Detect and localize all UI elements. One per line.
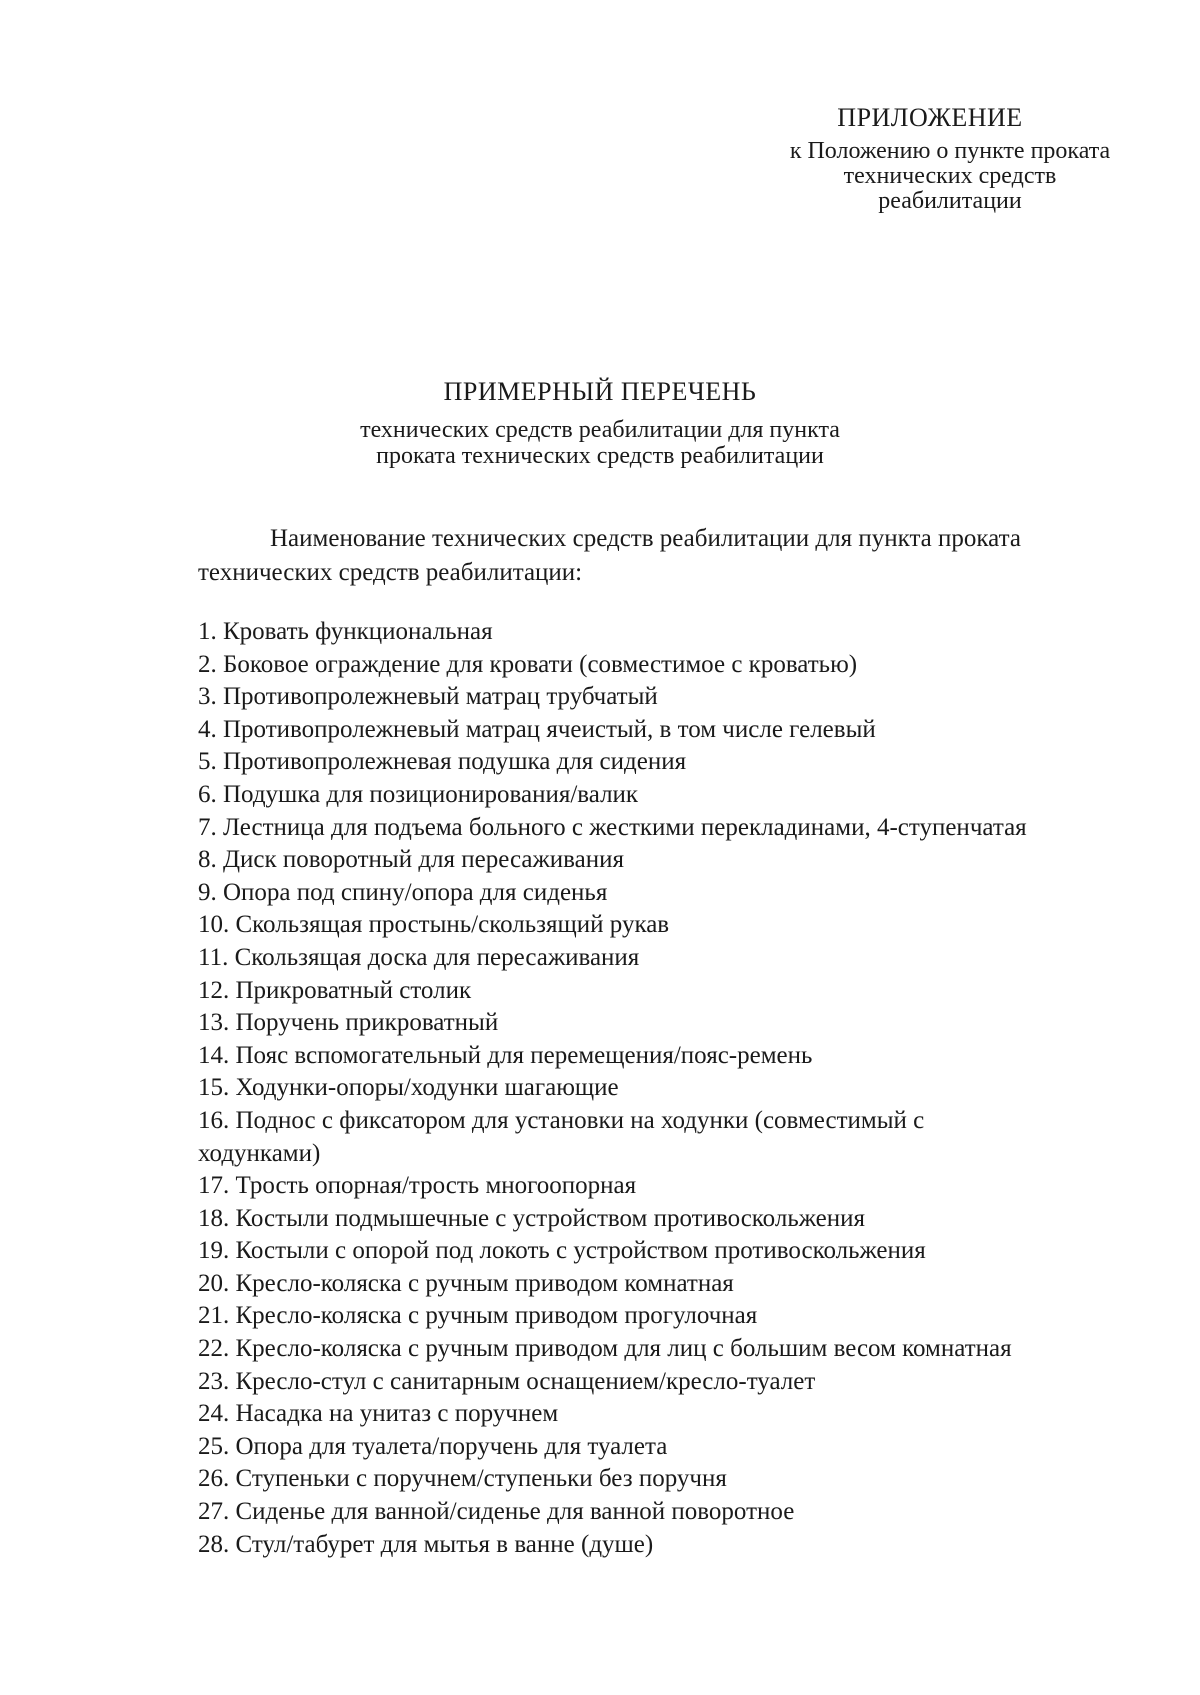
list-item: 26. Ступеньки с поручнем/ступеньки без поручня: [198, 1465, 727, 1493]
list-item: 16. Поднос с фиксатором для установки на ходунки (совместимый с ходунками): [198, 1106, 925, 1167]
subtitle-line: технических средств реабилитации для пункта: [360, 417, 840, 443]
list-item: 17. Трость опорная/трость многоопорная: [198, 1172, 637, 1200]
list-item: 27. Сиденье для ванной/сиденье для ванной поворотное: [198, 1498, 795, 1526]
list-item: 1. Кровать функциональная: [198, 618, 493, 645]
list-item: 13. Поручень прикроватный: [198, 1009, 499, 1037]
list-item: 5. Противопролежневая подушка для сидения: [198, 748, 687, 776]
list-item: 6. Подушка для позиционирования/валик: [198, 780, 639, 808]
document-subtitle: [0, 417, 1200, 469]
list-item: 21. Кресло-коляска с ручным приводом прогулочная: [198, 1302, 758, 1330]
document-title: ПРИМЕРНЫЙ ПЕРЕЧЕНЬ: [443, 377, 757, 406]
list-item: 9. Опора под спину/опора для сиденья: [198, 878, 608, 906]
list-item: 23. Кресло-стул с санитарным оснащением/кресло-туалет: [198, 1367, 816, 1395]
subtitle-line: проката технических средств реабилитации: [376, 443, 824, 469]
list-item: 10. Скользящая простынь/скользящий рукав: [198, 911, 670, 939]
list-item: 20. Кресло-коляска с ручным приводом комнатная: [198, 1269, 734, 1297]
list-item: 18. Костыли подмышечные с устройством противоскольжения: [198, 1204, 866, 1232]
list-item: 25. Опора для туалета/поручень для туалета: [198, 1432, 668, 1460]
list-item: 15. Ходунки-опоры/ходунки шагающие: [198, 1074, 619, 1102]
items-list: [198, 616, 1158, 1561]
list-item: 12. Прикроватный столик: [198, 976, 472, 1004]
list-item: 8. Диск поворотный для пересаживания: [198, 846, 624, 874]
appendix-block: [740, 103, 1160, 214]
list-item: 24. Насадка на унитаз с поручнем: [198, 1400, 559, 1428]
list-item: 28. Стул/табурет для мытья в ванне (душе): [198, 1530, 654, 1558]
list-item: 3. Противопролежневый матрац трубчатый: [198, 683, 658, 711]
list-item: 14. Пояс вспомогательный для перемещения/пояс-ремень: [198, 1041, 813, 1069]
appendix-title: ПРИЛОЖЕНИЕ: [837, 103, 1023, 132]
list-item: 2. Боковое ограждение для кровати (совместимое с кроватью): [198, 650, 858, 678]
list-item: 11. Скользящая доска для пересаживания: [198, 943, 640, 971]
list-item: 7. Лестница для подъема больного с жесткими перекладинами, 4-ступенчатая: [198, 813, 1027, 841]
appendix-line: реабилитации: [878, 188, 1022, 214]
list-item: 4. Противопролежневый матрац ячеистый, в том числе гелевый: [198, 715, 876, 743]
appendix-line: технических средств: [843, 163, 1057, 189]
appendix-line: к Положению о пункте проката: [789, 138, 1111, 164]
list-item: 19. Костыли с опорой под локоть с устройством противоскольжения: [198, 1237, 926, 1265]
appendix-subtitle: [740, 139, 1160, 214]
intro-paragraph: Наименование технических средств реабилитации для пункта проката технических средств реабилитации:: [198, 525, 1021, 586]
list-item: 22. Кресло-коляска с ручным приводом для лиц с большим весом комнатная: [198, 1335, 1012, 1363]
